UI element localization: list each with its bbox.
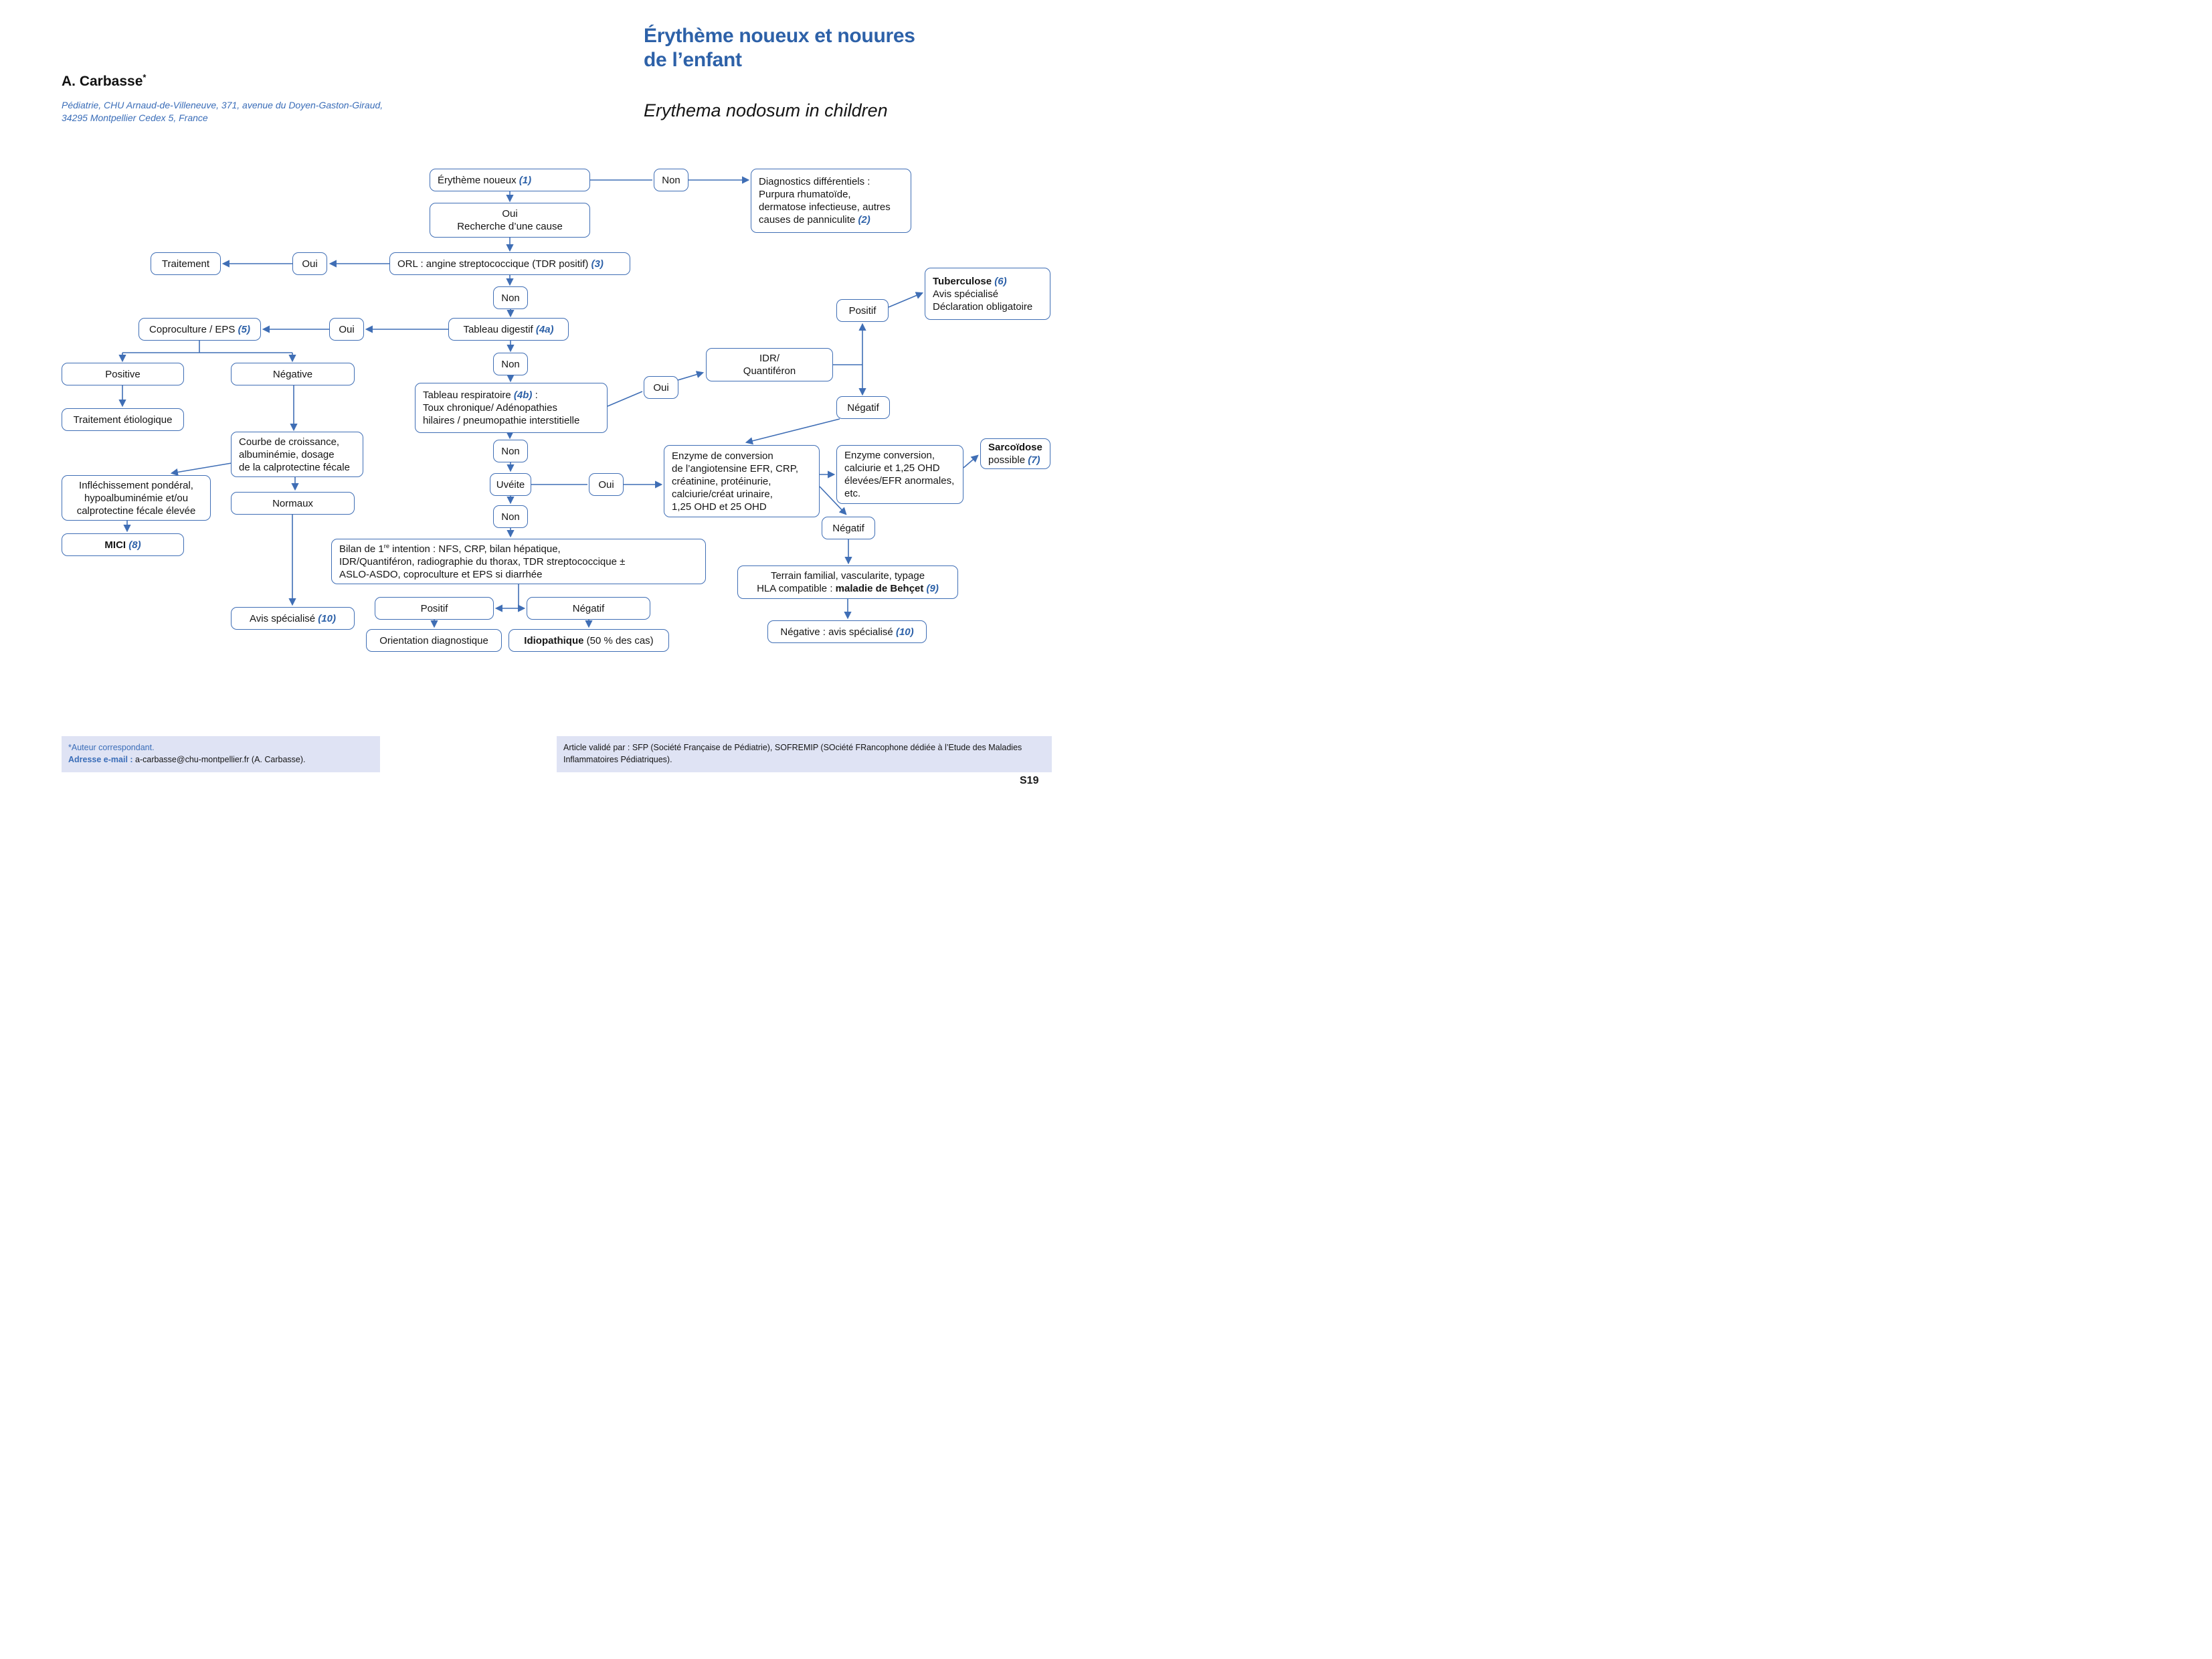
node-terrain-familial-behcet: Terrain familial, vascularite, typage HLA compatible : maladie de Behçet (9): [737, 565, 958, 599]
page-number: S19: [1020, 775, 1039, 786]
node-inflechissement-ponderal: Infléchissement pondéral, hypoalbuminémie et/ou calprotectine fécale élevée: [62, 475, 211, 521]
journal-page: [0, 0, 1106, 830]
node-coproculture-eps: Coproculture / EPS (5): [139, 318, 261, 341]
node-orientation-diagnostique: Orientation diagnostique: [366, 629, 502, 652]
node-orl-angine: ORL : angine streptococcique (TDR positif) (3): [389, 252, 630, 275]
node-traitement: Traitement: [151, 252, 221, 275]
node-coproculture-negative: Négative: [231, 363, 355, 385]
node-non-5: Non: [493, 505, 528, 528]
footer-email: Adresse e-mail : a-carbasse@chu-montpellier.fr (A. Carbasse).: [68, 755, 306, 765]
article-title-french: Érythème noueux et nouures de l’enfant: [644, 25, 915, 71]
node-mici: MICI (8): [62, 533, 184, 556]
node-oui-digestif: Oui: [329, 318, 364, 341]
node-negative-avis-specialise: Négative : avis spécialisé (10): [767, 620, 927, 643]
node-enzyme-conversion-elevee: Enzyme conversion, calciurie et 1,25 OHD élevées/EFR anormales, etc.: [836, 445, 963, 504]
corresponding-author-footer: [62, 736, 380, 772]
node-oui-uveite: Oui: [589, 473, 624, 496]
node-tuberculose: Tuberculose (6) Avis spécialisé Déclaration obligatoire: [925, 268, 1050, 320]
node-traitement-etiologique: Traitement étiologique: [62, 408, 184, 431]
footer-auteur-correspondant: *Auteur correspondant.: [68, 743, 155, 752]
node-non-4: Non: [493, 440, 528, 462]
node-erytheme-noueux: Érythème noueux (1): [430, 169, 590, 191]
node-tableau-digestif: Tableau digestif (4a): [448, 318, 569, 341]
node-enzyme-conversion-bilan: Enzyme de conversion de l’angiotensine EFR, CRP, créatinine, protéinurie, calciurie/créat urinaire, 1,25 OHD et 25 OHD: [664, 445, 820, 517]
node-idiopathique: Idiopathique (50 % des cas): [509, 629, 669, 652]
node-normaux: Normaux: [231, 492, 355, 515]
author-name: A. Carbasse*: [62, 72, 147, 89]
node-non-2: Non: [493, 286, 528, 309]
node-avis-specialise: Avis spécialisé (10): [231, 607, 355, 630]
node-oui-recherche-cause: Oui Recherche d’une cause: [430, 203, 590, 238]
node-oui-respiratoire: Oui: [644, 376, 678, 399]
article-validation-footer: Article validé par : SFP (Société Française de Pédiatrie), SOFREMIP (SOciété FRancophone dédiée à l’Etude des Maladies Inflammatoires Pédiatriques).: [557, 736, 1052, 772]
node-tableau-respiratoire: Tableau respiratoire (4b) : Toux chronique/ Adénopathies hilaires / pneumopathie interstitielle: [415, 383, 608, 433]
node-sarcoidose-possible: Sarcoïdose possible (7): [980, 438, 1050, 469]
node-idr-quantiferon: IDR/ Quantiféron: [706, 348, 833, 381]
node-courbe-croissance: Courbe de croissance, albuminémie, dosage de la calprotectine fécale: [231, 432, 363, 477]
node-idr-positif: Positif: [836, 299, 889, 322]
node-bilan-positif: Positif: [375, 597, 494, 620]
author-asterisk: *: [143, 72, 147, 82]
node-bilan-premiere-intention: Bilan de 1re intention : NFS, CRP, bilan hépatique, IDR/Quantiféron, radiographie du thorax, TDR streptococcique ± ASLO-ASDO, coproculture et EPS si diarrhée: [331, 539, 706, 584]
node-non-3: Non: [493, 353, 528, 375]
node-oui-orl: Oui: [292, 252, 327, 275]
node-non-1: Non: [654, 169, 688, 191]
node-diagnostics-differentiels: Diagnostics différentiels : Purpura rhumatoïde, dermatose infectieuse, autres causes de panniculite (2): [751, 169, 911, 233]
author-affiliation: Pédiatrie, CHU Arnaud-de-Villeneuve, 371, avenue du Doyen-Gaston-Giraud, 34295 Montpellier Cedex 5, France: [62, 100, 383, 123]
node-coproculture-positive: Positive: [62, 363, 184, 385]
node-idr-negatif: Négatif: [836, 396, 890, 419]
node-bilan-negatif: Négatif: [527, 597, 650, 620]
article-title-english: Erythema nodosum in children: [644, 100, 888, 120]
node-uveite: Uvéite: [490, 473, 531, 496]
node-enzyme-negatif: Négatif: [822, 517, 875, 539]
